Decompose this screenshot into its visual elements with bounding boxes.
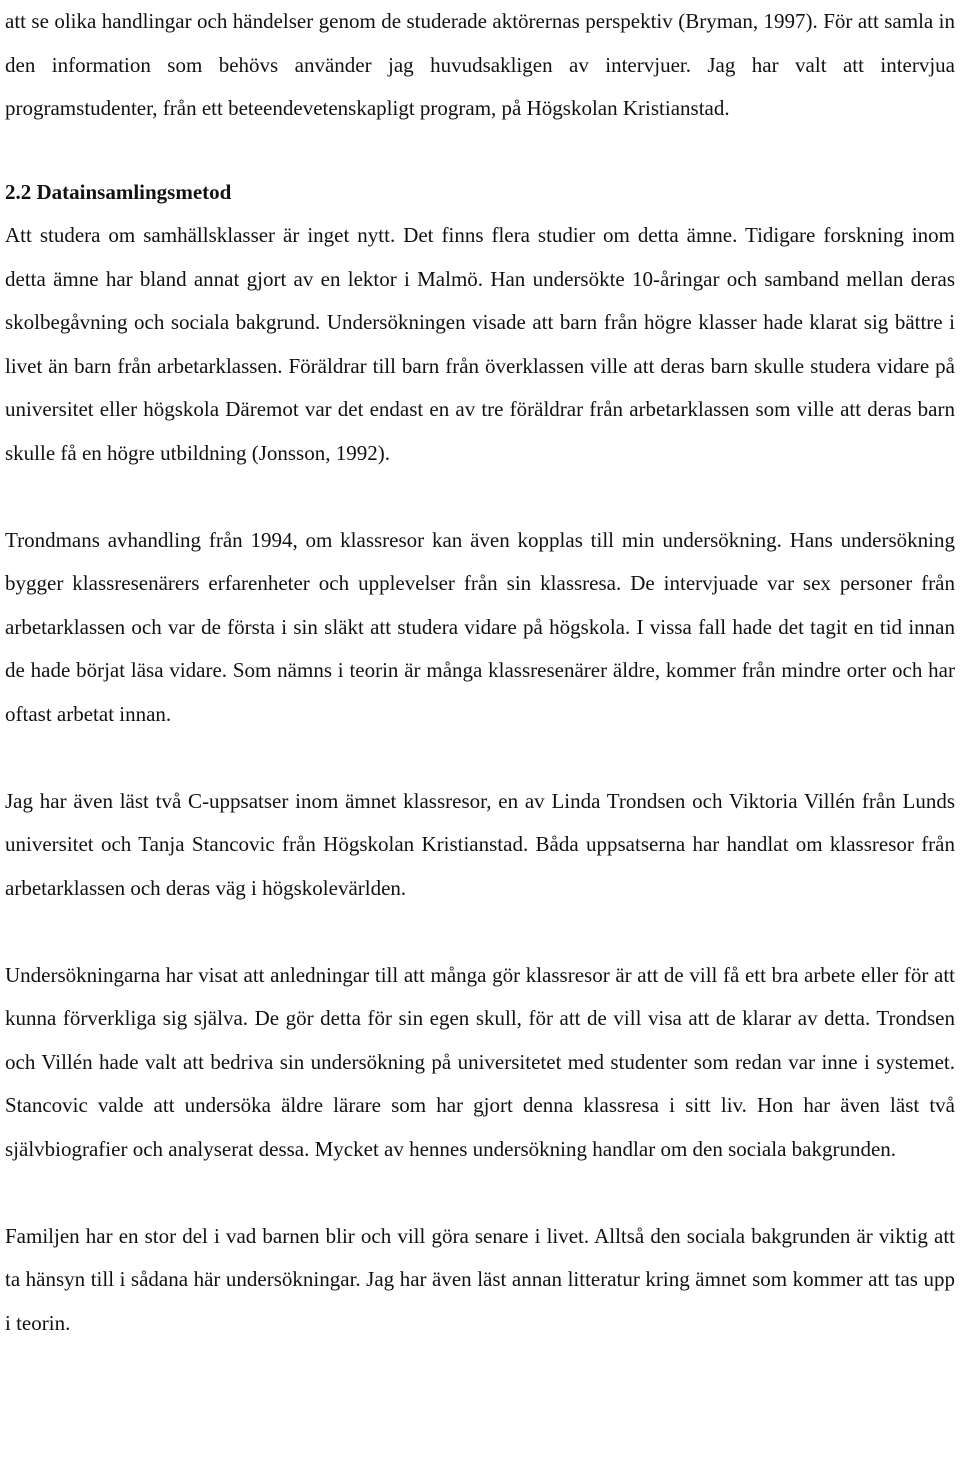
body-paragraph-3: Jag har även läst två C-uppsatser inom ämnet klassresor, en av Linda Trondsen och Viktoria Villén från Lunds universitet och Tanja Stancovic från Högskolan Kristianstad. Båda uppsatserna har handlat om klassresor från arbetarklassen och deras väg i högskolevärlden. — [5, 788, 955, 900]
body-paragraph-5: Familjen har en stor del i vad barnen blir och vill göra senare i livet. Alltså den sociala bakgrunden är viktig att ta hänsyn till i sådana här undersökningar. Jag har även läst annan litteratur kring ämnet som kommer att tas upp i teorin. — [5, 1223, 955, 1335]
paragraph-gap — [5, 910, 955, 954]
paragraph-gap — [5, 1171, 955, 1215]
intro-paragraph: att se olika handlingar och händelser genom de studerade aktörernas perspektiv (Bryman, 1997). För att samla in den information som behövs använder jag huvudsakligen av intervjuer. Jag har valt att intervjua programstudenter, från ett beteendevetenskapligt program, på Högskolan Kristianstad. — [5, 9, 955, 120]
section-heading: 2.2 Datainsamlingsmetod — [5, 179, 232, 204]
body-paragraph-1: Att studera om samhällsklasser är inget nytt. Det finns flera studier om detta ämne. Tidigare forskning inom detta ämne har bland annat gjort av en lektor i Malmö. Han undersökte 10-åringar och samband mellan deras skolbegåvning och sociala bakgrund. Undersökningen visade att barn från högre klasser hade klarat sig bättre i livet än barn från arbetarklassen. Föräldrar till barn från överklassen ville att deras barn skulle studera vidare på universitet eller högskola Däremot var det endast en av tre föräldrar från arbetarklassen som ville att deras barn skulle få en högre utbildning (Jonsson, 1992). — [5, 223, 955, 465]
body-paragraph-2: Trondmans avhandling från 1994, om klassresor kan även kopplas till min undersökning. Hans undersökning bygger klassresenärers erfarenheter och upplevelser från sin klassresa. De intervjuade var sex personer från arbetarklassen och var de första i sin släkt att studera vidare på högskola. I vissa fall hade det tagit en tid innan de hade börjat läsa vidare. Som nämns i teorin är många klassresenärer äldre, kommer från mindre orter och har oftast arbetat innan. — [5, 527, 955, 726]
spacer — [5, 131, 955, 171]
document-page — [5, 0, 955, 1345]
paragraph-gap — [5, 475, 955, 519]
body-paragraph-4: Undersökningarna har visat att anledningar till att många gör klassresor är att de vill få ett bra arbete eller för att kunna förverkliga sig själva. De gör detta för sin egen skull, för att de vill visa att de klarar av detta. Trondsen och Villén hade valt att bedriva sin undersökning på universitetet med studenter som redan var inne i systemet. Stancovic valde att undersöka äldre lärare som har gjort denna klassresa i sitt liv. Hon har även läst två självbiografier och analyserat dessa. Mycket av hennes undersökning handlar om den sociala bakgrunden. — [5, 962, 955, 1161]
paragraph-gap — [5, 736, 955, 780]
